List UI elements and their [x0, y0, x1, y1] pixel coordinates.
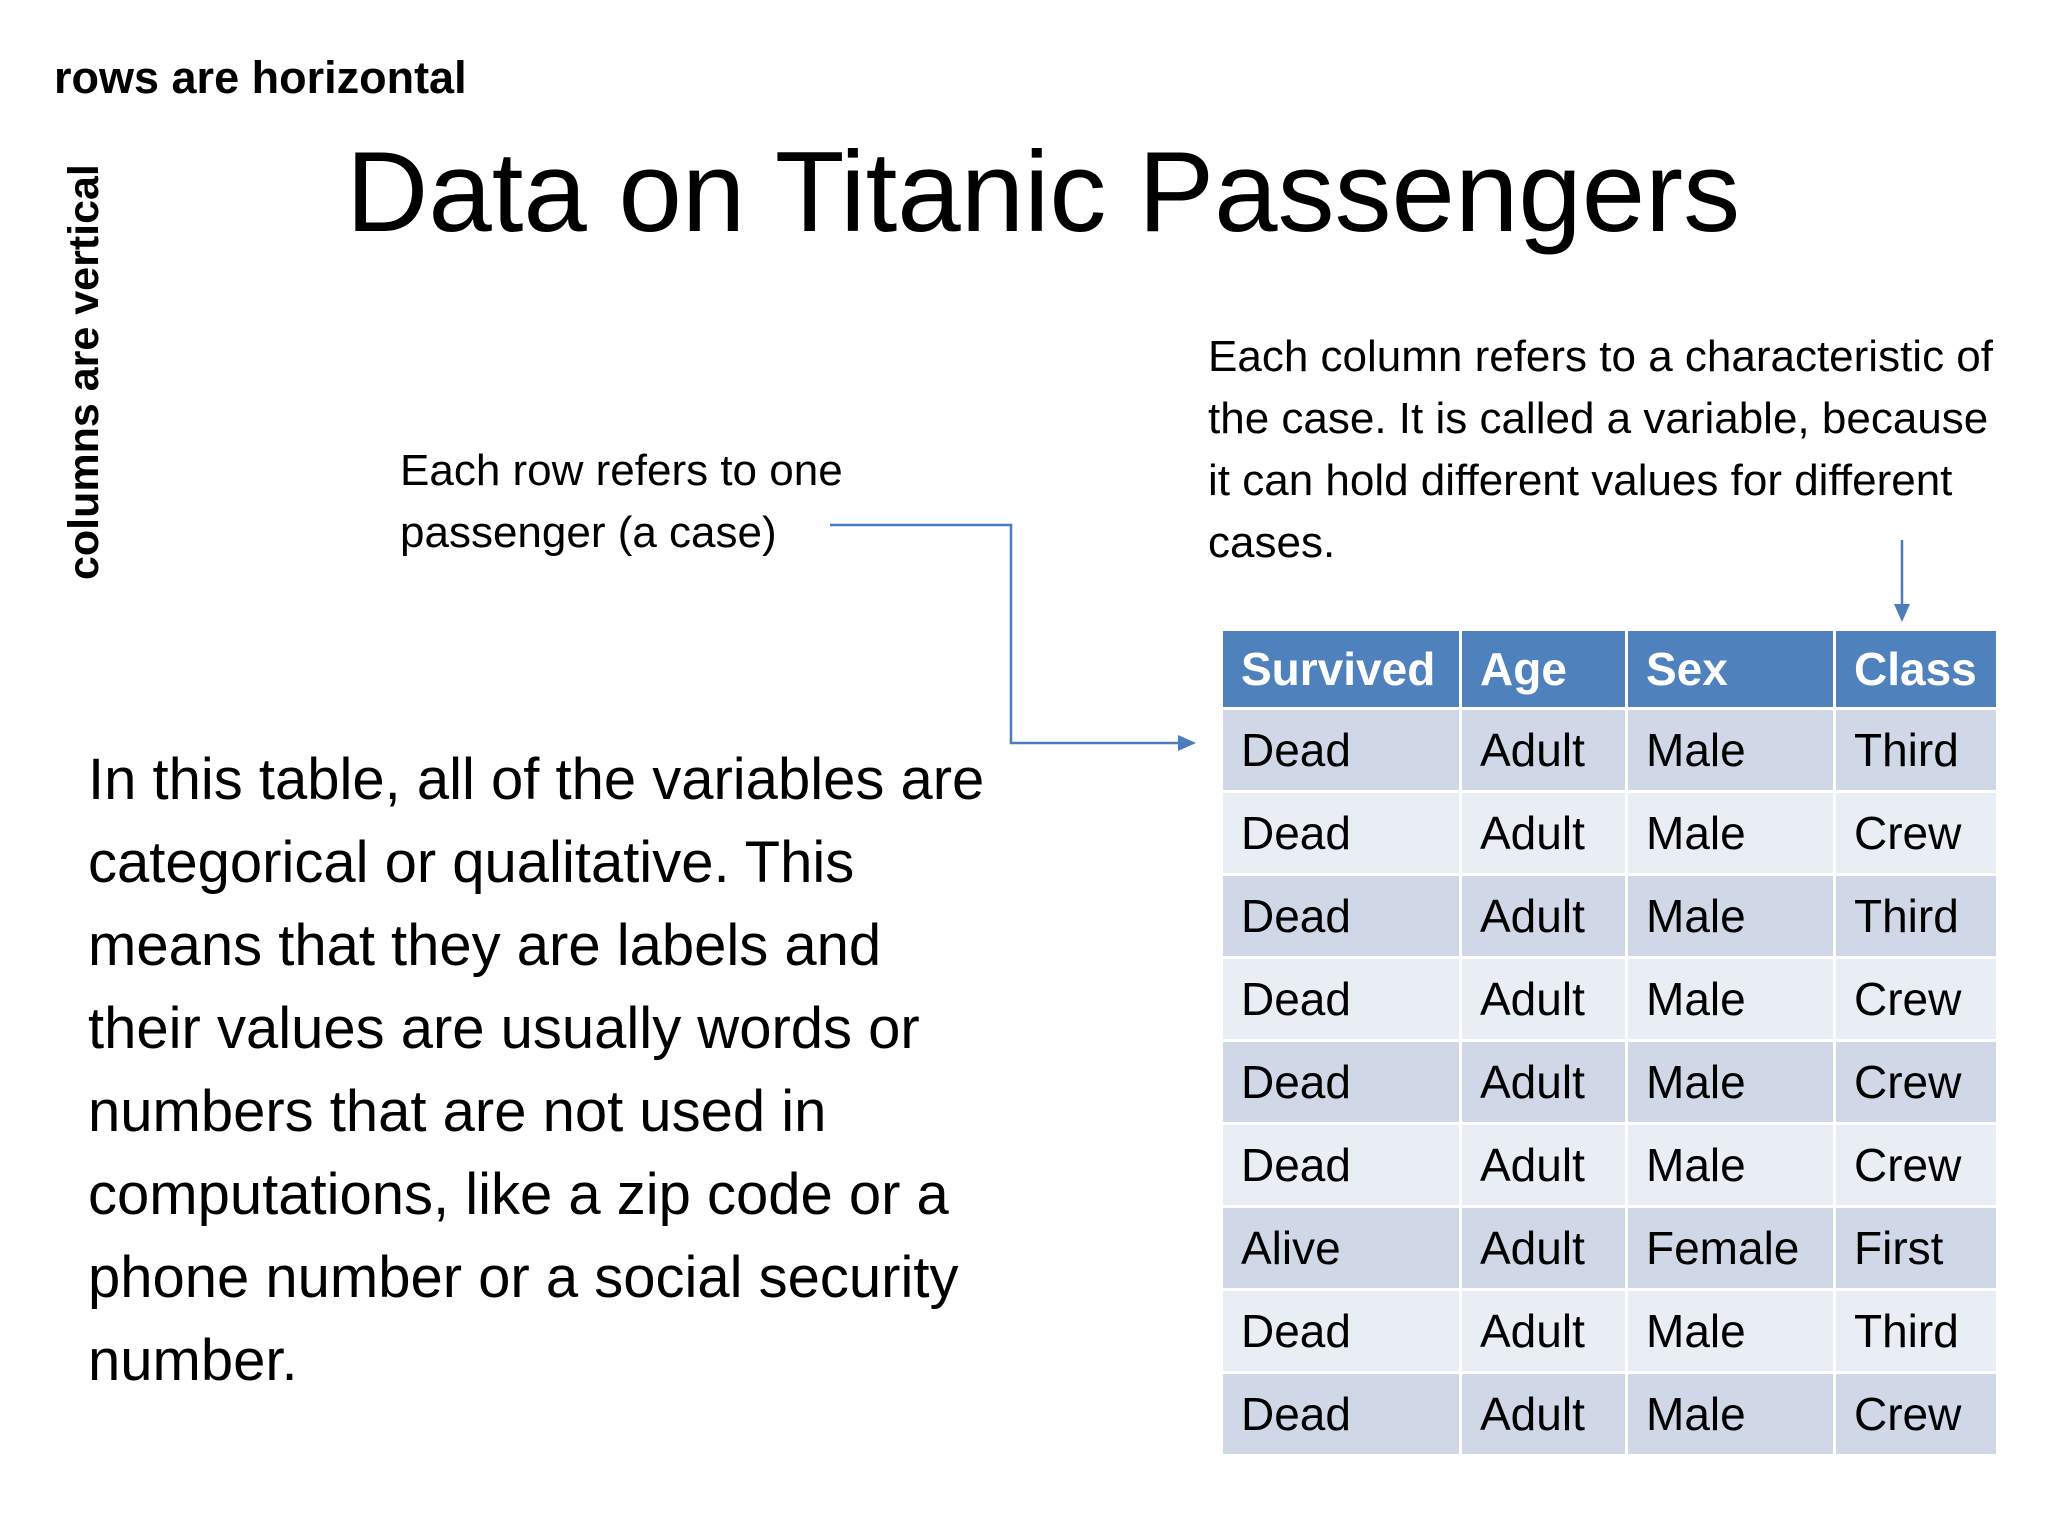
- table-cell: Adult: [1462, 959, 1625, 1039]
- table-cell: Crew: [1836, 1125, 1996, 1205]
- table-cell: Female: [1628, 1208, 1833, 1288]
- table-cell: Dead: [1223, 710, 1459, 790]
- table-row: [1223, 793, 1996, 873]
- table-cell: Alive: [1223, 1208, 1459, 1288]
- table-row: [1223, 1042, 1996, 1122]
- table-cell: Adult: [1462, 876, 1625, 956]
- row-arrow-line: [830, 525, 1178, 743]
- table-cell: Adult: [1462, 793, 1625, 873]
- explanation-text: In this table, all of the variables are categorical or qualitative. This means that they are labels and their values are usually words or numbers that are not used in computations, like a zip code or a phone number or a social security number.: [88, 747, 985, 1393]
- row-arrow-head: [1178, 735, 1196, 751]
- column-header-sex: Sex: [1628, 631, 1833, 707]
- table-cell: Dead: [1223, 1291, 1459, 1371]
- table-cell: Male: [1628, 1291, 1833, 1371]
- table-cell: Third: [1836, 876, 1996, 956]
- table-cell: Male: [1628, 793, 1833, 873]
- table-cell: Adult: [1462, 710, 1625, 790]
- column-header-survived: Survived: [1223, 631, 1459, 707]
- slide-title: Data on Titanic Passengers: [346, 129, 1741, 256]
- table-row: [1223, 876, 1996, 956]
- table-cell: Dead: [1223, 959, 1459, 1039]
- table-cell: Male: [1628, 876, 1833, 956]
- rows-note: rows are horizontal: [54, 52, 467, 103]
- titanic-data-table: [1220, 628, 1999, 1457]
- table-cell: Crew: [1836, 793, 1996, 873]
- table-cell: Male: [1628, 959, 1833, 1039]
- table-cell: Dead: [1223, 1374, 1459, 1454]
- row-annotation: Each row refers to one passenger (a case): [400, 446, 843, 557]
- table-cell: Male: [1628, 1042, 1833, 1122]
- table-cell: Third: [1836, 710, 1996, 790]
- table-cell: Male: [1628, 710, 1833, 790]
- table-cell: Adult: [1462, 1042, 1625, 1122]
- table-cell: Male: [1628, 1125, 1833, 1205]
- table-row: [1223, 1291, 1996, 1371]
- table-cell: Adult: [1462, 1125, 1625, 1205]
- table-cell: Dead: [1223, 1042, 1459, 1122]
- table-cell: Adult: [1462, 1374, 1625, 1454]
- column-annotation: Each column refers to a characteristic of the case. It is called a variable, because it can hold different values for different cases.: [1208, 332, 1993, 567]
- table-row: [1223, 959, 1996, 1039]
- columns-note: columns are vertical: [60, 164, 108, 580]
- table-cell: Male: [1628, 1374, 1833, 1454]
- table-cell: Dead: [1223, 1125, 1459, 1205]
- table-cell: Dead: [1223, 876, 1459, 956]
- column-header-class: Class: [1836, 631, 1996, 707]
- table-cell: Adult: [1462, 1291, 1625, 1371]
- table-row: [1223, 1208, 1996, 1288]
- table-cell: Crew: [1836, 959, 1996, 1039]
- table-cell: Adult: [1462, 1208, 1625, 1288]
- table-cell: Third: [1836, 1291, 1996, 1371]
- table-cell: Dead: [1223, 793, 1459, 873]
- table-cell: Crew: [1836, 1374, 1996, 1454]
- table-cell: First: [1836, 1208, 1996, 1288]
- table-row: [1223, 1374, 1996, 1454]
- table-row: [1223, 710, 1996, 790]
- column-arrow-head: [1894, 604, 1910, 622]
- column-header-age: Age: [1462, 631, 1625, 707]
- table-row: [1223, 1125, 1996, 1205]
- table-header-row: [1223, 631, 1996, 707]
- table-cell: Crew: [1836, 1042, 1996, 1122]
